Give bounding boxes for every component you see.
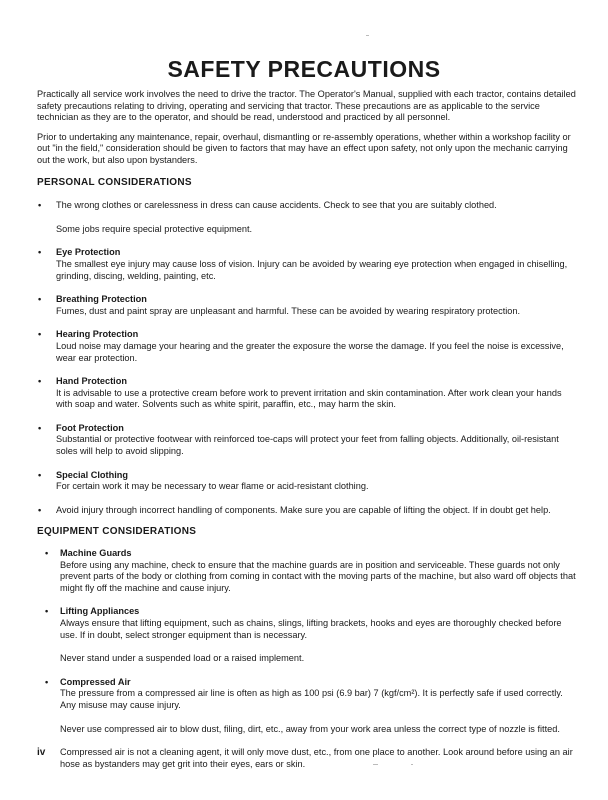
bullet: • [38, 200, 42, 211]
section-heading-equipment: EQUIPMENT CONSIDERATIONS [37, 526, 197, 538]
intro-paragraph: Practically all service work involves the need to drive the tractor. The Operator's Manual, supplied with each tractor, contains detailed safety precautions relating to driving, operating and servicing that tractor. These precautions are as applicable to the service technician as they are to the operator, and should be read, understood and practiced by all personnel. [37, 89, 576, 123]
item-title: Hearing Protection [56, 329, 139, 340]
item-text: Substantial or protective footwear with reinforced toe-caps will protect your feet from falling objects. Additionally, oil-resistant soles will help to avoid slipping. [56, 434, 559, 457]
item-title: Compressed Air [60, 676, 131, 687]
item-text: Loud noise may damage your hearing and the greater the exposure the worse the damage. If you feel the noise is excessive, wear ear protection. [56, 340, 564, 363]
item-text: Before using any machine, check to ensure that the machine guards are in position and serviceable. These guards not only prevent parts of the body or clothing from coming in contact with the moving parts of the machine, but also ward off objects that might fly off the machine and cause injury. [60, 559, 576, 593]
item-title: Breathing Protection [56, 294, 147, 305]
item-extra: Some jobs require special protective equipment. [56, 223, 253, 234]
bullet: • [45, 676, 49, 687]
item-extra: Never stand under a suspended load or a raised implement. [60, 653, 305, 664]
personal-item-foot-protection [37, 423, 577, 458]
personal-item-hearing-protection [37, 329, 577, 364]
item-text: The pressure from a compressed air line is often as high as 100 psi (6.9 bar) 7 (kgf/cm²). It is perfectly safe if used correctly. Any misuse may cause injury. [60, 688, 563, 710]
page-body [37, 89, 577, 782]
page-title: SAFETY PRECAUTIONS [167, 56, 441, 82]
equipment-item-lifting-appliances [37, 606, 577, 664]
personal-item-special-clothing [37, 470, 577, 493]
equipment-item-compressed-air [37, 677, 577, 771]
item-text: Fumes, dust and paint spray are unpleasant and harmful. These can be avoided by wearing respiratory protection. [56, 305, 521, 316]
item-text: For certain work it may be necessary to wear flame or acid-resistant clothing. [56, 481, 369, 492]
personal-item-clothing [37, 200, 577, 235]
section-heading-personal: PERSONAL CONSIDERATIONS [37, 176, 192, 188]
item-text: Avoid injury through incorrect handling of components. Make sure you are capable of lifting the object. If in doubt get help. [56, 504, 551, 515]
item-title: Machine Guards [60, 548, 132, 559]
bullet: • [38, 294, 42, 305]
item-text: Always ensure that lifting equipment, such as chains, slings, lifting brackets, hooks and eyes are thoroughly checked before use. If in doubt, select stronger equipment than is necessary. [60, 618, 562, 640]
personal-item-eye-protection [37, 247, 577, 282]
personal-item-hand-protection [37, 376, 577, 411]
bullet: • [45, 548, 49, 559]
equipment-item-machine-guards [37, 548, 577, 594]
bullet: • [38, 376, 42, 387]
item-extra: Never use compressed air to blow dust, filing, dirt, etc., away from your work area unless the correct type of nozzle is fitted. [60, 723, 560, 734]
bullet: • [38, 422, 42, 433]
bullet: • [45, 606, 49, 617]
bullet: • [38, 329, 42, 340]
personal-item-lifting [37, 505, 577, 517]
item-title: Eye Protection [56, 247, 121, 258]
item-extra: Compressed air is not a cleaning agent, it will only move dust, etc., from one place to another. Look around before using an air hose as bystanders may get grit into their eyes, ears or skin. [60, 747, 573, 769]
item-title: Hand Protection [56, 376, 127, 387]
bullet: • [38, 247, 42, 258]
scan-speck [366, 35, 369, 36]
item-title: Special Clothing [56, 469, 128, 480]
bullet: • [38, 469, 42, 480]
personal-item-breathing-protection [37, 294, 577, 317]
item-text: The wrong clothes or carelessness in dress can cause accidents. Check to see that you are suitably clothed. [56, 200, 497, 211]
item-title: Foot Protection [56, 422, 124, 433]
intro-paragraph: Prior to undertaking any maintenance, repair, overhaul, dismantling or re-assembly operations, whether within a workshop facility or out "in the field," consideration should be given to factors that may have an effect upon safety, not only upon the mechanic carrying out the work, but also upon bystanders. [37, 131, 571, 165]
bullet: • [38, 504, 42, 515]
item-title: Lifting Appliances [60, 606, 140, 617]
item-text: It is advisable to use a protective cream before work to prevent irritation and skin contamination. After work clean your hands with soap and water. Solvents such as white spirit, paraffin, etc., may harm the skin. [56, 387, 562, 410]
item-text: The smallest eye injury may cause loss of vision. Injury can be avoided by wearing eye protection when engaged in chiselling, grinding, discing, welding, painting, etc. [56, 258, 568, 281]
page-number: iv [37, 747, 46, 758]
